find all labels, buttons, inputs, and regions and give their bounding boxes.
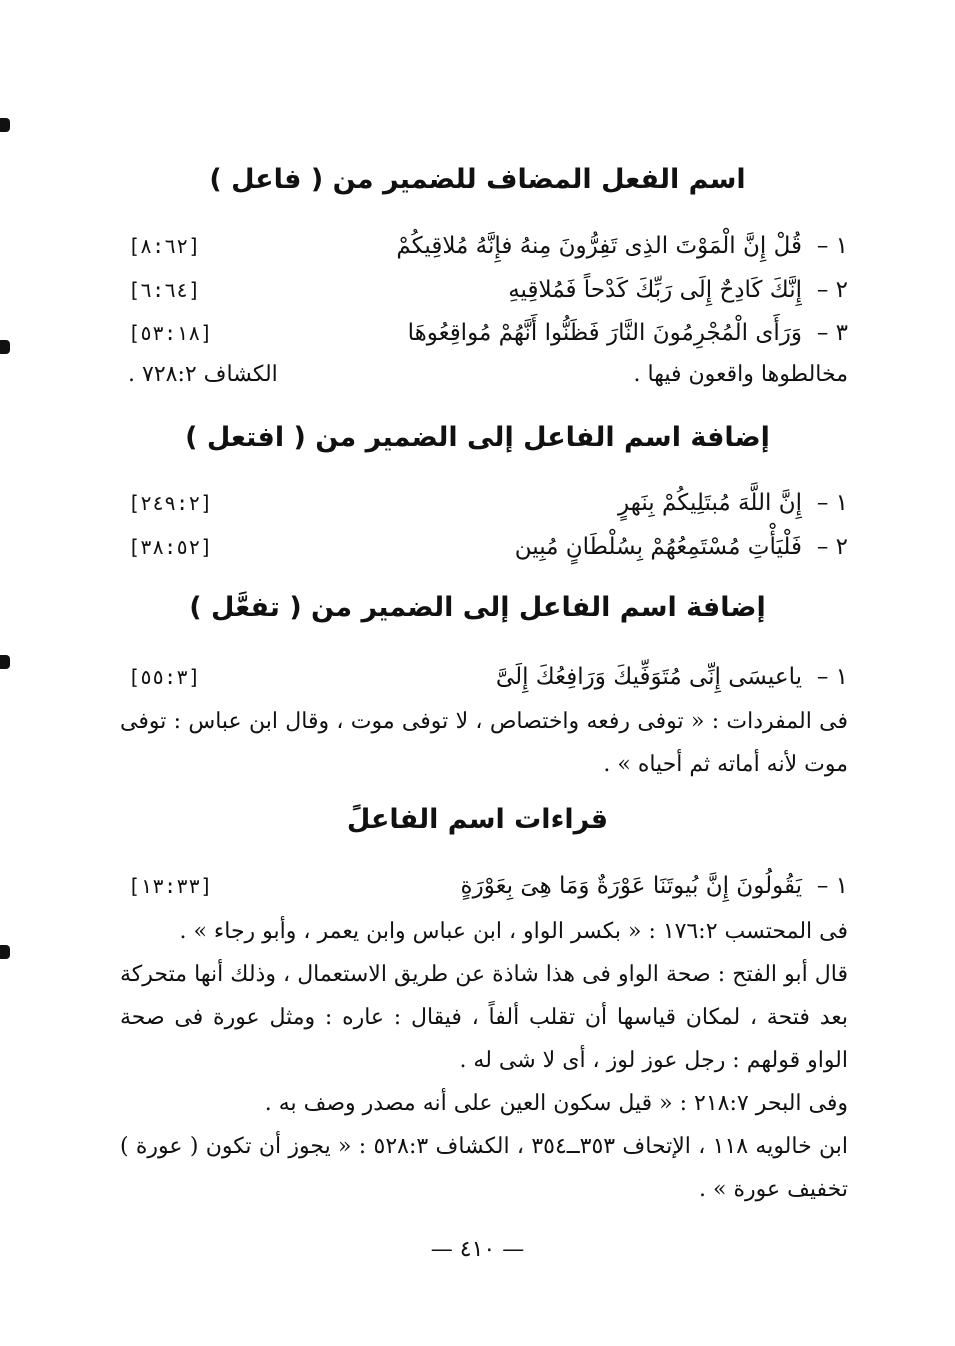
section-heading: قراءات اسم الفاعلً <box>346 804 609 835</box>
verse-reference: [١٣:٣٣] <box>128 874 213 898</box>
verse-reference: [٦:٦٤] <box>128 278 201 302</box>
verse-text: إِنَّ اللَّهَ مُبتَلِيكُمْ بِنَهرٍ <box>618 490 802 516</box>
verse-number: ٢ – <box>816 277 848 303</box>
page-number: — ٤١٠ — <box>430 1237 525 1262</box>
verse-number: ١ – <box>816 233 848 259</box>
commentary-paragraph: وفى البحر ٢١٨:٧ : « قيل سكون العين على أنه مصدر وصف به . <box>264 1091 848 1116</box>
verse-text: إِنَّكَ كَادِحٌ إِلَى رَبِّكَ كَدْحاً فَمُلاقِيهِ <box>508 277 802 303</box>
verse-line <box>120 657 848 697</box>
verse-line <box>120 483 848 523</box>
commentary-paragraph: فى المفردات : « توفى رفعه واختصاص ، لا توفى موت ، وقال ابن عباس : توفى موت لأنه أماته ثم أحياه » . <box>120 709 848 777</box>
section-heading: اسم الفعل المضاف للضمير من ( فاعل ) <box>209 164 746 195</box>
verse-number: ١ – <box>816 873 848 899</box>
verse-line <box>120 226 848 266</box>
verse-reference: [٣٨:٥٢] <box>128 535 213 559</box>
commentary-text: مخالطوها واقعون فيها . <box>633 362 848 387</box>
verse-line <box>120 527 848 567</box>
margin-mark <box>0 118 10 132</box>
verse-text: ياعيسَى إِنِّى مُتَوَفِّيكَ وَرَافِعُكَ إِلَىَّ <box>495 664 802 690</box>
verse-line <box>120 313 848 353</box>
section-heading: إضافة اسم الفاعل إلى الضمير من ( افتعل ) <box>185 422 770 453</box>
verse-text: فَلْيَأْتِ مُسْتَمِعُهُمْ بِسُلْطَانٍ مُبِين <box>514 534 802 560</box>
verse-number: ١ – <box>816 490 848 516</box>
source-citation: الكشاف ٧٢٨:٢ . <box>128 362 278 387</box>
verse-number: ١ – <box>816 664 848 690</box>
margin-mark <box>0 340 10 354</box>
commentary-paragraph: ابن خالويه ١١٨ ، الإتحاف ٣٥٣ــ٣٥٤ ، الكشاف ٥٢٨:٣ : « يجوز أن تكون ( عورة ) تخفيف عورة » . <box>120 1134 848 1202</box>
verse-number: ٣ – <box>816 320 848 346</box>
verse-text: يَقُولُونَ إِنَّ بُيوتَنَا عَوْرَةٌ وَمَا هِىَ بِعَوْرَةٍ <box>460 873 802 899</box>
margin-mark <box>0 945 10 959</box>
section-heading: إضافة اسم الفاعل إلى الضمير من ( تفعَّل ) <box>189 592 766 623</box>
commentary-paragraph: قال أبو الفتح : صحة الواو فى هذا شاذة عن طريق الاستعمال ، وذلك أنها متحركة بعد فتحة ، لمكان قياسها أن تقلب ألفاً ، فيقال : عاره : ومثل عورة فى صحة الواو قولهم : رجل عوز لوز ، أى لا شى له . <box>120 962 848 1073</box>
verse-line <box>120 270 848 310</box>
margin-mark <box>0 655 10 669</box>
verse-reference: [٥٣:١٨] <box>128 321 213 345</box>
verse-reference: [٢٤٩:٢] <box>128 491 213 515</box>
verse-reference: [٥٥:٣] <box>128 665 201 689</box>
verse-number: ٢ – <box>816 534 848 560</box>
verse-text: وَرَأَى الْمُجْرِمُونَ النَّارَ فَظَنُّوا أَنَّهُمْ مُواقِعُوهَا <box>407 320 802 346</box>
verse-text: قُلْ إِنَّ الْمَوْتَ الذِى تَفِرُّونَ مِنهُ فإِنَّهُ مُلاقِيكُمْ <box>396 233 802 259</box>
commentary-paragraph: فى المحتسب ١٧٦:٢ : « بكسر الواو ، ابن عباس وابن يعمر ، وأبو رجاء » . <box>179 919 848 944</box>
verse-reference: [٨:٦٢] <box>128 234 201 258</box>
commentary-line <box>120 355 848 395</box>
verse-line <box>120 866 848 906</box>
